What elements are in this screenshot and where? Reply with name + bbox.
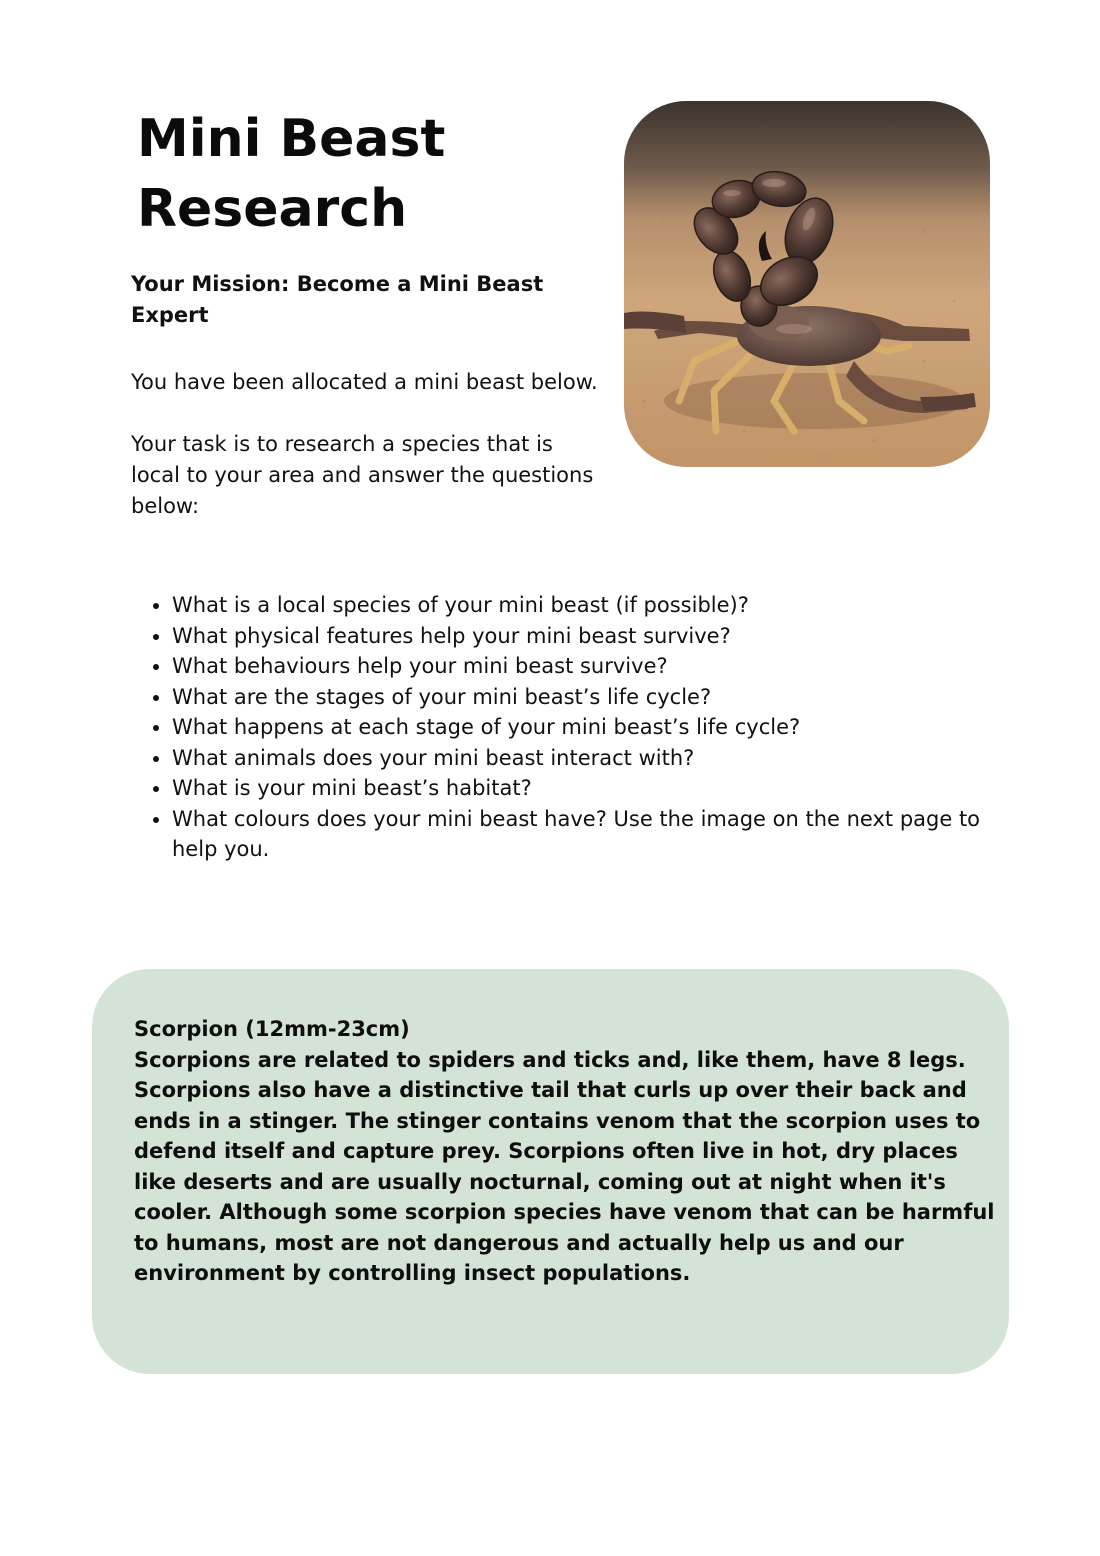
species-description: Scorpions are related to spiders and ticks and, like them, have 8 legs. Scorpions also have a distinctive tail that curls up over their back and ends in a stinger. The stinger contains venom that the scorpion uses to defend itself and capture prey. Scorpions often live in hot, dry places like deserts and are usually nocturnal, coming out at night when it's cooler. Although some scorpion species have venom that can be harmful to humans, most are not dangerous and actually help us and our environment by controlling insect populations.: [134, 1047, 995, 1285]
mission-heading: Your Mission: Become a Mini Beast Expert: [131, 272, 544, 327]
question-item: • What behaviours help your mini beast survive?: [172, 651, 1032, 682]
species-heading: Scorpion (12mm-23cm): [134, 1017, 410, 1041]
intro-paragraph: You have been allocated a mini beast below.: [131, 370, 598, 394]
scorpion-photo: [624, 101, 990, 467]
intro-paragraph: Your task is to research a species that is local to your area and answer the questions below:: [131, 432, 594, 518]
question-item: • What are the stages of your mini beast’s life cycle?: [172, 682, 1032, 713]
question-item: • What is a local species of your mini beast (if possible)?: [172, 590, 1032, 621]
intro-text: [131, 367, 601, 553]
question-item: • What is your mini beast’s habitat?: [172, 773, 1032, 804]
question-item: • What colours does your mini beast have? Use the image on the next page to help you.: [172, 804, 1032, 865]
scorpion-illustration: [624, 101, 990, 467]
question-item: • What animals does your mini beast interact with?: [172, 743, 1032, 774]
page-title: Mini Beast Research: [137, 109, 446, 239]
question-item: • What physical features help your mini beast survive?: [172, 621, 1032, 652]
research-questions-list: [131, 590, 1032, 865]
species-info-text: [134, 1014, 999, 1289]
question-item: • What happens at each stage of your mini beast’s life cycle?: [172, 712, 1032, 743]
